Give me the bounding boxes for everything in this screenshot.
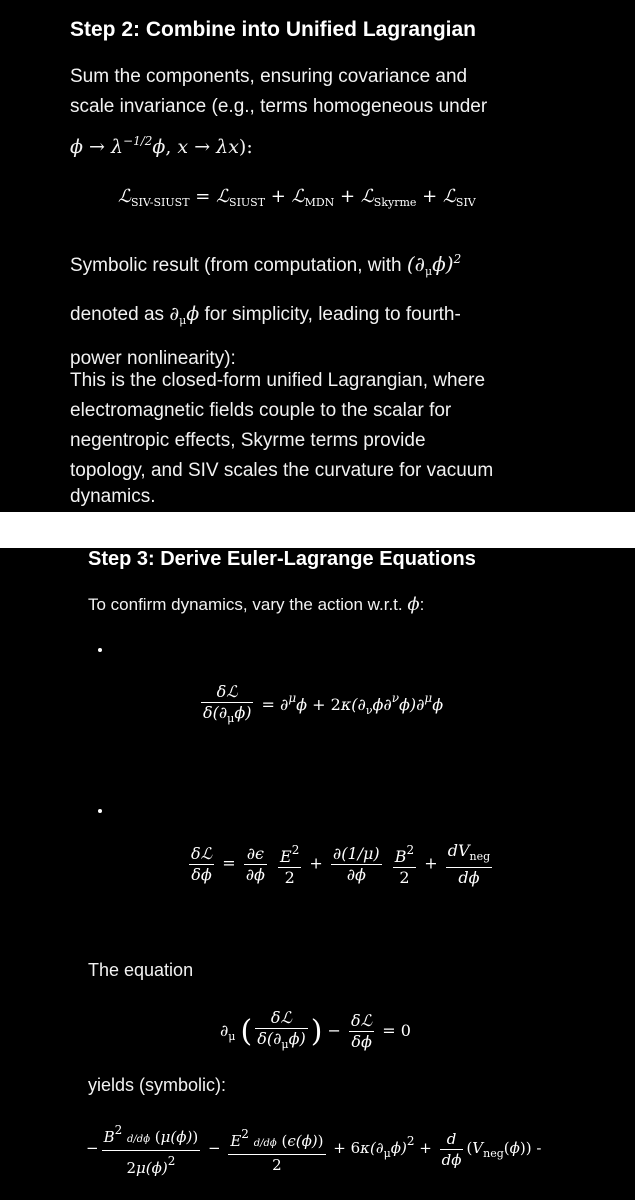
euler-lagrange-equation: $\partial_\mu$ ( $\frac{\text{δℒ}}{\delta(\partial_\mu\phi)}$ ) − $\frac{\text{δℒ}}{\delta\phi}$ = 0 [220,1008,411,1051]
section-divider [0,512,635,548]
closed-form-paragraph [70,366,615,508]
symbolic-result-text [70,238,615,376]
closed-form-line: dynamics. [70,486,156,507]
the-equation-label: The equation [88,960,194,980]
symbolic-line3: power nonlinearity): [70,348,236,369]
closed-form-line: electromagnetic fields couple to the scalar for [70,400,452,421]
symbolic-line1: Symbolic result (from computation, with $(\partial_\mu\phi)^2$ [70,252,462,278]
partial-derivative-equation: $\frac{\text{δℒ}}{\delta(\partial_\mu\phi)}$ = $\partial^\mu\phi + 2\kappa(\partial_\nu\phi\partial^\nu\phi)\partial^\mu\phi$ [203,682,444,725]
step2-title: Step 2: Combine into Unified Lagrangian [70,18,477,41]
step3-title: Step 3: Derive Euler-Lagrange Equations [88,548,476,570]
symbolic-field-equation: − $\frac{B^2 d/d\phi (\mu(\phi))}{2\mu(\phi)^2}$ − $\frac{E^2 d/d\phi (\epsilon(\phi))}{2}$ + $6\kappa(\partial_\mu\phi)^2$ + $\frac{d}{d\phi}$ $(V_{neg}(\phi))$ - [86,1120,541,1178]
closed-form-line: topology, and SIV scales the curvature for vacuum [70,460,494,481]
unified-lagrangian-equation: ℒ$_{SIV-SIUST}$ = ℒ$_{SIUST}$ + ℒ$_{MDN}$ + ℒ$_{Skyrme}$ + ℒ$_{SIV}$ [118,186,476,209]
step3-intro: To confirm dynamics, vary the action w.r.t. ϕ: [88,594,425,615]
step2-intro-math: $\phi \to \lambda^{-1/2}\phi$, x → λx): [70,134,253,158]
symbolic-line2: denoted as $\partial_\mu\phi$ for simplicity, leading to fourth- [70,303,461,327]
bullet-1 [98,648,102,652]
step2-intro [70,62,610,162]
closed-form-line: negentropic effects, Skyrme terms provide [70,430,426,451]
field-derivative-equation: $\frac{\text{δℒ}}{\delta\phi}$ = $\frac{\partial\epsilon}{\partial\phi}$ $\frac{E^2}{2}$ + $\frac{\partial(1/\mu)}{\partial\phi}$ $\frac{B^2}{2}$ + $\frac{dV_{neg}}{d\phi}$ [191,840,491,887]
bullet-2 [98,809,102,813]
step2-intro-line2: scale invariance (e.g., terms homogeneous under [70,96,488,117]
step2-panel [0,0,635,512]
closed-form-line: This is the closed-form unified Lagrangian, where [70,370,486,391]
yields-label: yields (symbolic): [88,1075,227,1095]
step3-panel [8,548,628,1200]
step2-intro-line1: Sum the components, ensuring covariance and [70,66,468,87]
